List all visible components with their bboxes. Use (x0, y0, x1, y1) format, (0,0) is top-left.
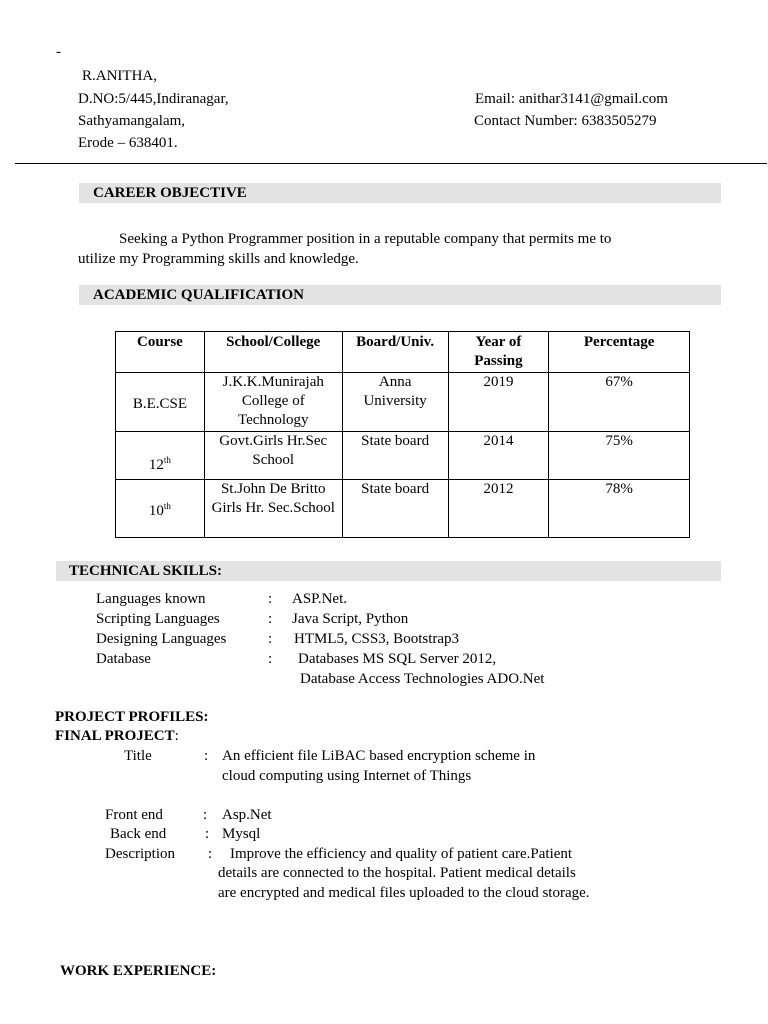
skill-label: Languages known (96, 591, 206, 607)
description-line-1: Improve the efficiency and quality of patient care.Patient (230, 846, 573, 862)
column-header: Year of Passing (448, 332, 549, 373)
project-separator: : (205, 826, 210, 842)
academic-qualification-heading: ACADEMIC QUALIFICATION (79, 285, 721, 305)
skill-value: Java Script, Python (292, 611, 409, 627)
project-separator: : (208, 846, 213, 862)
back-end-label: Back end (110, 826, 167, 842)
skill-label: Scripting Languages (96, 611, 220, 627)
project-profiles-heading: PROJECT PROFILES: (55, 709, 209, 725)
front-end-label: Front end (105, 807, 163, 823)
project-separator: : (204, 748, 209, 764)
project-title-label: Title (124, 748, 152, 764)
final-project-heading: FINAL PROJECT: (55, 728, 179, 744)
skill-separator: : (268, 611, 273, 627)
board-cell: State board (342, 480, 448, 538)
year-cell: 2012 (448, 480, 549, 538)
skill-value: HTML5, CSS3, Bootstrap3 (294, 631, 460, 647)
board-cell: State board (342, 432, 448, 480)
skill-separator: : (268, 591, 273, 607)
year-cell: 2019 (448, 373, 549, 432)
school-cell: J.K.K.Munirajah College of Technology (204, 373, 342, 432)
email-text: Email: anithar3141@gmail.com (475, 91, 668, 107)
percentage-cell: 67% (549, 373, 690, 432)
description-label: Description (105, 846, 175, 862)
description-line-3: are encrypted and medical files uploaded to the cloud storage. (218, 885, 590, 901)
year-cell: 2014 (448, 432, 549, 480)
academic-table (115, 331, 690, 538)
skill-separator: : (268, 651, 273, 667)
description-line-2: details are connected to the hospital. Patient medical details (218, 865, 576, 881)
career-objective-heading: CAREER OBJECTIVE (79, 183, 721, 203)
skill-label: Database (96, 651, 151, 667)
candidate-name: R.ANITHA, (82, 68, 157, 84)
work-experience-heading: WORK EXPERIENCE: (60, 963, 217, 979)
address-line-3: Erode – 638401. (78, 135, 178, 151)
project-title-line-2: cloud computing using Internet of Things (222, 768, 472, 784)
technical-skills-heading: TECHNICAL SKILLS: (56, 561, 721, 581)
course-cell: B.E.CSE (116, 373, 205, 432)
school-cell: St.John De Britto Girls Hr. Sec.School (204, 480, 342, 538)
skill-label: Designing Languages (96, 631, 227, 647)
objective-line-2: utilize my Programming skills and knowledge. (78, 251, 359, 267)
column-header: Board/Univ. (342, 332, 448, 373)
front-end-value: Asp.Net (222, 807, 272, 823)
contact-number-text: Contact Number: 6383505279 (474, 113, 657, 129)
course-cell: 12th (116, 432, 205, 480)
board-cell: Anna University (342, 373, 448, 432)
back-end-value: Mysql (222, 826, 261, 842)
column-header: School/College (204, 332, 342, 373)
address-line-1: D.NO:5/445,Indiranagar, (78, 91, 229, 107)
school-cell: Govt.Girls Hr.Sec School (204, 432, 342, 480)
table-header-row (116, 332, 690, 373)
skill-separator: : (268, 631, 273, 647)
column-header: Percentage (549, 332, 690, 373)
percentage-cell: 75% (549, 432, 690, 480)
table-row (116, 432, 690, 480)
course-cell: 10th (116, 480, 205, 538)
objective-line-1: Seeking a Python Programmer position in a reputable company that permits me to (119, 231, 612, 247)
table-row (116, 373, 690, 432)
column-header: Course (116, 332, 205, 373)
skill-value-continued: Database Access Technologies ADO.Net (300, 671, 545, 687)
table-row (116, 480, 690, 538)
address-line-2: Sathyamangalam, (78, 113, 186, 129)
header-dash: - (56, 44, 61, 60)
skill-value: Databases MS SQL Server 2012, (298, 651, 497, 667)
header-divider (15, 163, 767, 164)
project-separator: : (203, 807, 208, 823)
percentage-cell: 78% (549, 480, 690, 538)
project-title-line-1: An efficient file LiBAC based encryption scheme in (222, 748, 536, 764)
skill-value: ASP.Net. (292, 591, 348, 607)
